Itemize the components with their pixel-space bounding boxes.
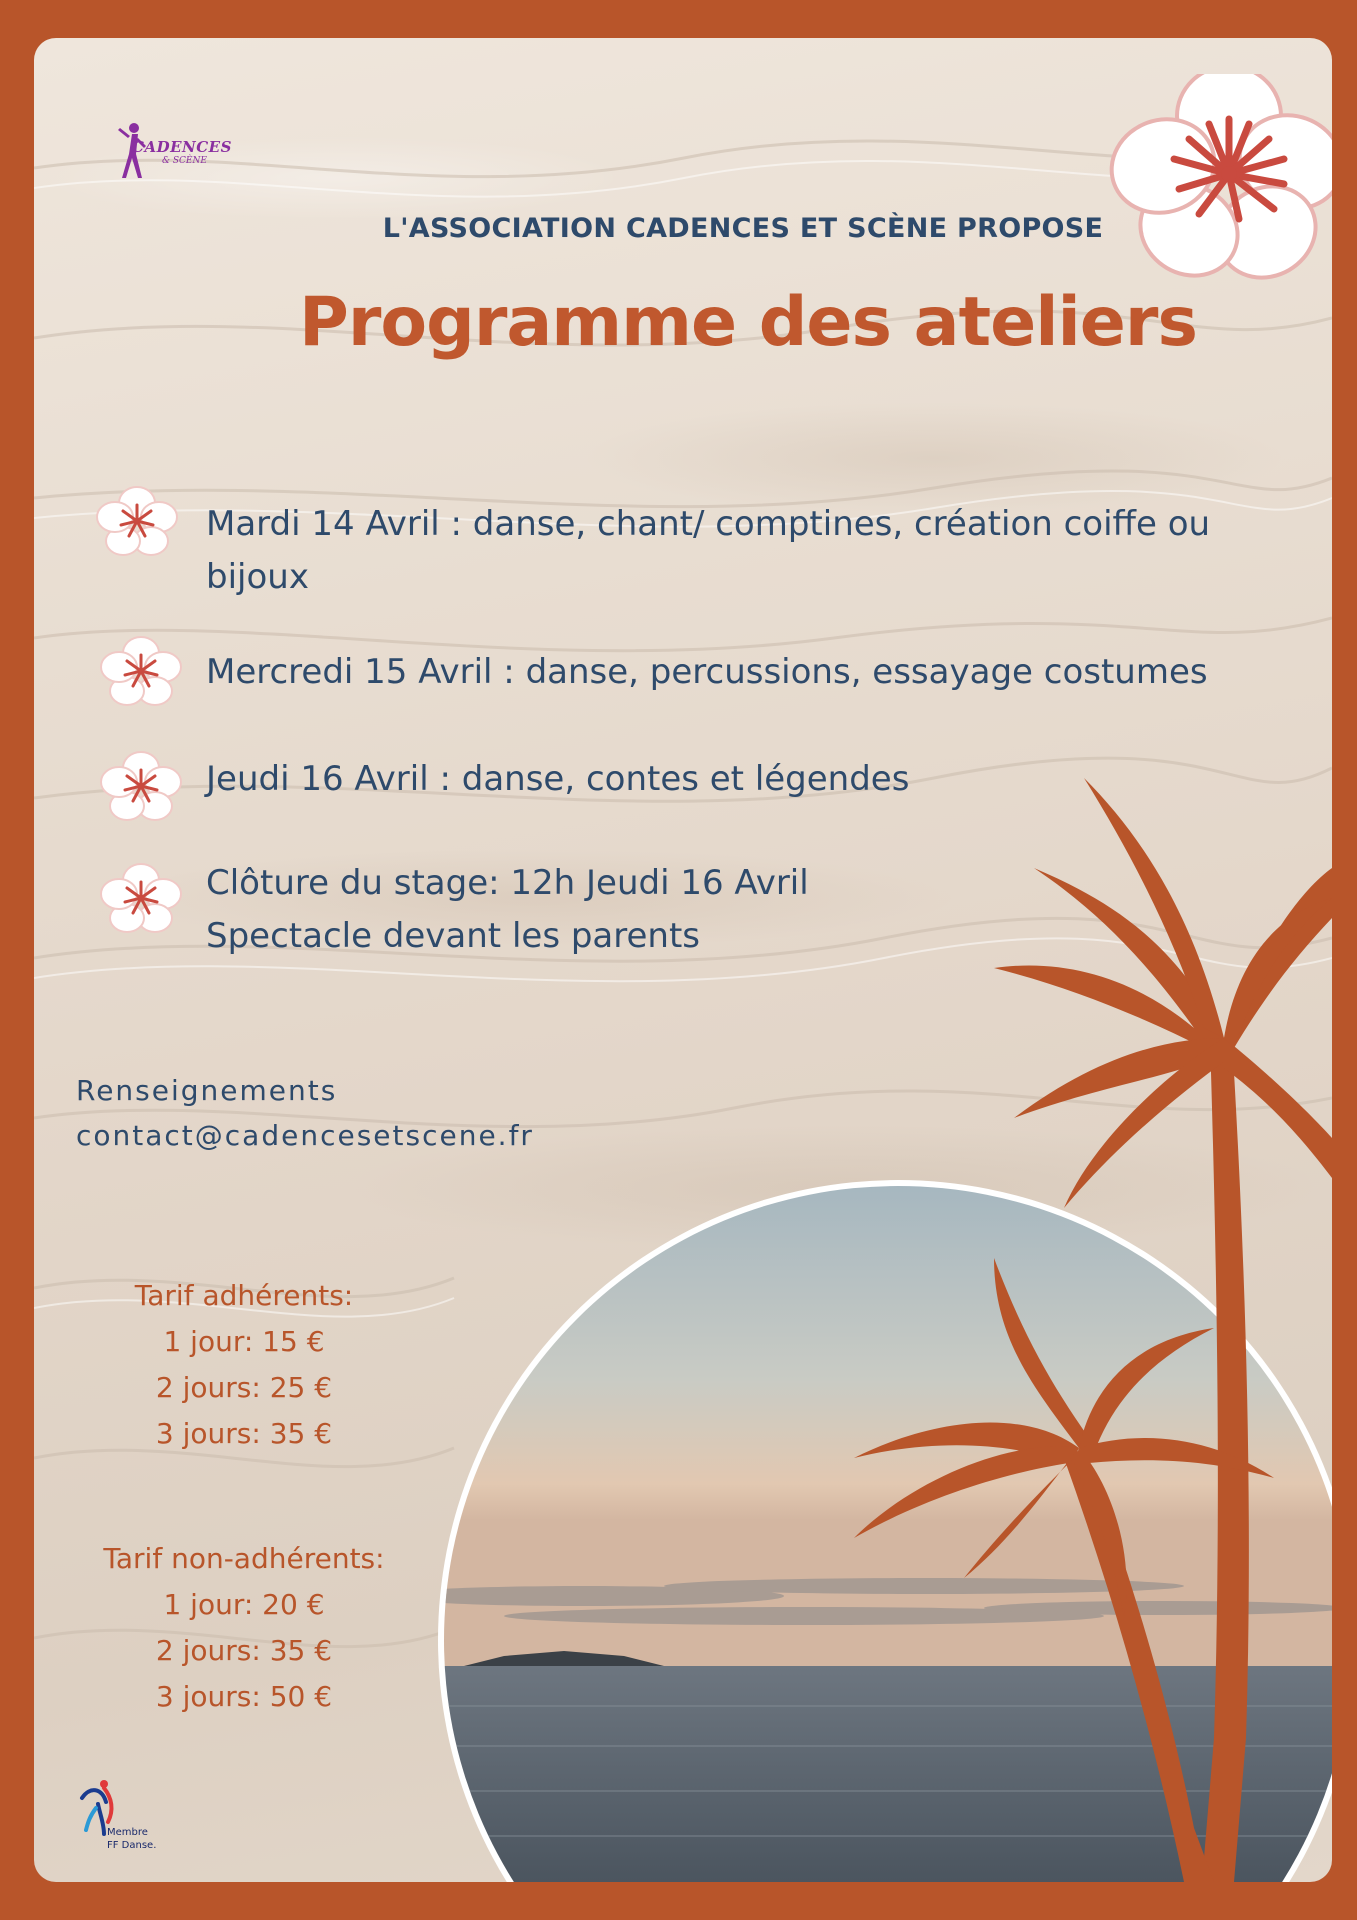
programme-line-1: Mercredi 15 Avril : danse, percussions, essayage costumes [206,652,1208,692]
programme-line-1: Mardi 14 Avril : danse, chant/ comptines, création coiffe ou [206,504,1211,544]
tarif-row: 3 jours: 35 € [155,1417,333,1450]
programme-line-2: bijoux [206,557,309,597]
contact-block [76,1068,534,1158]
tarif-row: 1 jour: 20 € [163,1588,325,1621]
programme-line-1: Clôture du stage: 12h Jeudi 16 Avril [206,863,809,903]
sea-photo [404,1146,1332,1882]
tarif-adherents [54,1273,434,1457]
programme-text [206,857,1316,963]
contact-email[interactable]: contact@cadencesetscene.fr [76,1119,534,1152]
tarif-row: 2 jours: 25 € [155,1371,333,1404]
contact-label: Renseignements [76,1074,338,1107]
header-kicker: L'ASSOCIATION CADENCES ET SCÈNE PROPOSE [382,213,1104,244]
programme-text [206,498,1316,604]
tarif-row: 1 jour: 15 € [163,1325,325,1358]
plumeria-flower-icon [1094,74,1332,284]
programme-line-2: Spectacle devant les parents [206,916,700,956]
programme-text [206,646,1316,699]
programme-text [206,753,1316,806]
tarif-row: 3 jours: 50 € [155,1680,333,1713]
tarif-title: Tarif non-adhérents: [103,1542,385,1575]
logo-sub: & SCÈNE [162,156,207,166]
tarif-row: 2 jours: 35 € [155,1634,333,1667]
flyer-card [34,38,1332,1882]
ff-danse-line-2: FF Danse. [107,1840,157,1851]
tarif-title: Tarif adhérents: [134,1279,354,1312]
flower-bullet-icon [92,486,182,556]
flower-bullet-icon [96,636,186,706]
ff-danse-line-1: Membre [107,1827,148,1838]
ff-danse-text [107,1826,156,1852]
tarif-non-adherents [54,1536,434,1720]
flower-bullet-icon [96,863,186,933]
logo-name: CADENCES [132,138,232,156]
page-title: Programme des ateliers [299,283,1197,362]
programme-line-1: Jeudi 16 Avril : danse, contes et légendes [206,759,910,799]
flower-bullet-icon [96,751,186,821]
